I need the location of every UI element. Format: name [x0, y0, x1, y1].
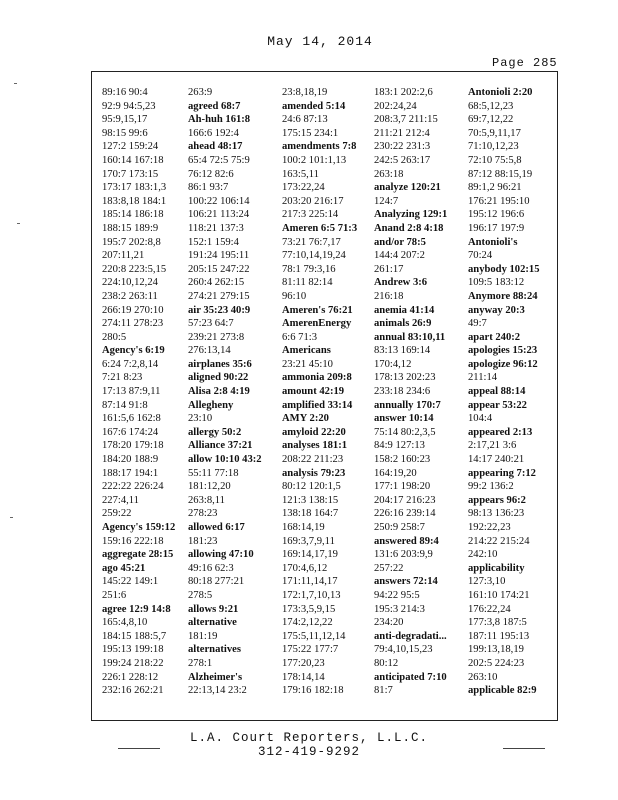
- index-entry-term: analysis 79:23: [282, 467, 346, 479]
- index-entry-refs: 177:1 198:20: [374, 481, 431, 493]
- index-entry-term: Alliance 37:21: [188, 440, 253, 452]
- index-entry-refs: 204:17 216:23: [374, 494, 436, 506]
- index-entry-refs: 106:21 113:24: [188, 209, 250, 221]
- index-entry-term: Alisa 2:8 4:19: [188, 386, 250, 398]
- index-entry-refs: 170:7 173:15: [102, 168, 159, 180]
- index-entry-term: ahead 48:17: [188, 141, 243, 153]
- index-entry-refs: 144:4 207:2: [374, 250, 425, 262]
- index-entry-refs: 226:1 228:12: [102, 671, 159, 683]
- index-entry-refs: 188:17 194:1: [102, 467, 159, 479]
- index-entry-refs: 104:4: [468, 413, 493, 425]
- margin-mark: [10, 517, 13, 518]
- index-entry-refs: 176:22,24: [468, 603, 511, 615]
- index-entry-refs: 23:10: [188, 413, 213, 425]
- index-entry-refs: 266:19 270:10: [102, 304, 164, 316]
- index-entry-term: anticipated 7:10: [374, 671, 447, 683]
- index-entry-refs: 7:21 8:23: [102, 372, 143, 384]
- index-entry-refs: 87:12 88:15,19: [468, 168, 533, 180]
- index-entry-refs: 96:10: [282, 290, 307, 302]
- index-entry-term: AmerenEnergy: [282, 318, 352, 330]
- index-entry-term: allowed 6:17: [188, 522, 245, 533]
- index-entry-refs: 100:22 106:14: [188, 195, 250, 207]
- index-entry-refs: 22:13,14 23:2: [188, 685, 247, 697]
- index-entry-refs: 89:1,2 96:21: [468, 182, 522, 194]
- index-entry-refs: 17:13 87:9,11: [102, 386, 161, 398]
- index-entry-term: Ameren's 76:21: [282, 304, 353, 316]
- index-entry-refs: 95:9,15,17: [102, 114, 148, 126]
- index-entry-refs: 173:22,24: [282, 182, 325, 194]
- index-entry-term: allowing 47:10: [188, 549, 254, 561]
- index-entry-term: amplified 33:14: [282, 399, 353, 411]
- index-entry-refs: 84:9 127:13: [374, 440, 425, 452]
- index-frame: [91, 71, 558, 721]
- index-entry-refs: 238:2 263:11: [102, 290, 158, 302]
- index-entry-refs: 226:16 239:14: [374, 508, 436, 520]
- index-entry-refs: 118:21 137:3: [188, 222, 244, 234]
- index-entry-refs: 195:3 214:3: [374, 603, 425, 615]
- index-entry-term: amended 5:14: [282, 100, 346, 112]
- index-entry-refs: 174:2,12,22: [282, 617, 333, 629]
- index-entry-refs: 181:19: [188, 630, 218, 642]
- index-entry-refs: 87:14 91:8: [102, 399, 148, 411]
- index-entry-refs: 127:2 159:24: [102, 141, 159, 153]
- index-entry-refs: 274:21 279:15: [188, 290, 250, 302]
- index-entry-term: anybody 102:15: [468, 263, 540, 275]
- index-entry-refs: 167:6 174:24: [102, 426, 159, 438]
- index-entry-term: Anymore 88:24: [468, 290, 538, 302]
- index-entry-term: Allegheny: [188, 399, 234, 411]
- index-entry-refs: 24:6 87:13: [282, 114, 328, 126]
- index-entry-refs: 195:13 199:18: [102, 644, 164, 656]
- index-entry-refs: 263:18: [374, 168, 404, 180]
- index-entry-term: allow 10:10 43:2: [188, 454, 262, 466]
- index-entry-refs: 234:20: [374, 617, 404, 629]
- index-entry-term: anti-degradati...: [374, 630, 447, 642]
- index-entry-refs: 145:22 149:1: [102, 576, 159, 588]
- index-entry-refs: 195:12 196:6: [468, 209, 525, 221]
- index-column-1: [102, 86, 175, 698]
- index-column-5: [468, 86, 540, 698]
- index-entry-term: animals 26:9: [374, 318, 432, 330]
- index-entry-refs: 49:16 62:3: [188, 562, 234, 574]
- index-entry-term: Analyzing 129:1: [374, 209, 448, 221]
- index-entry-term: allergy 50:2: [188, 426, 242, 438]
- index-entry-refs: 124:7: [374, 195, 399, 207]
- index-entry-refs: 166:6 192:4: [188, 127, 239, 139]
- index-entry-term: Anand 2:8 4:18: [374, 222, 444, 234]
- index-entry-refs: 170:4,12: [374, 358, 412, 370]
- index-entry-term: apologize 96:12: [468, 358, 538, 370]
- index-entry-refs: 98:15 99:6: [102, 127, 148, 139]
- index-entry-term: alternatives: [188, 644, 241, 656]
- index-entry-refs: 92:9 94:5,23: [102, 100, 156, 112]
- index-entry-term: apologies 15:23: [468, 345, 538, 357]
- index-entry-term: amount 42:19: [282, 386, 345, 398]
- index-entry-refs: 70:24: [468, 250, 493, 262]
- index-entry-term: answers 72:14: [374, 576, 438, 588]
- index-entry-refs: 169:3,7,9,11: [282, 535, 335, 547]
- index-entry-refs: 159:16 222:18: [102, 535, 164, 547]
- index-entry-term: Ah-huh 161:8: [188, 114, 251, 126]
- index-entry-refs: 161:10 174:21: [468, 589, 530, 601]
- index-entry-refs: 176:21 195:10: [468, 195, 530, 207]
- index-entry-term: aggregate 28:15: [102, 549, 174, 561]
- index-entry-refs: 86:1 93:7: [188, 182, 229, 194]
- index-entry-refs: 250:9 258:7: [374, 522, 425, 533]
- index-entry-refs: 172:1,7,10,13: [282, 589, 341, 601]
- index-entry-refs: 207:11,21: [102, 250, 145, 262]
- index-entry-refs: 175:22 177:7: [282, 644, 339, 656]
- index-entry-refs: 259:22: [102, 508, 132, 520]
- index-entry-term: appears 96:2: [468, 494, 526, 506]
- index-entry-refs: 185:14 186:18: [102, 209, 164, 221]
- index-entry-refs: 179:16 182:18: [282, 685, 344, 697]
- index-entry-refs: 49:7: [468, 318, 487, 330]
- index-entry-refs: 75:14 80:2,3,5: [374, 426, 436, 438]
- index-entry-refs: 202:5 224:23: [468, 657, 525, 669]
- index-entry-refs: 158:2 160:23: [374, 454, 431, 466]
- index-column-2: [188, 86, 262, 698]
- index-entry-refs: 278:5: [188, 589, 213, 601]
- index-entry-refs: 57:23 64:7: [188, 318, 234, 330]
- index-entry-refs: 178:14,14: [282, 671, 325, 683]
- index-entry-refs: 178:13 202:23: [374, 372, 436, 384]
- index-entry-refs: 170:4,6,12: [282, 562, 328, 574]
- index-entry-refs: 72:10 75:5,8: [468, 154, 522, 166]
- index-entry-term: Antonioli 2:20: [468, 87, 533, 98]
- index-entry-refs: 2:17,21 3:6: [468, 440, 517, 452]
- index-entry-refs: 230:22 231:3: [374, 141, 431, 153]
- index-entry-term: amyloid 22:20: [282, 426, 346, 438]
- index-entry-refs: 278:23: [188, 508, 218, 520]
- index-entry-term: AMY 2:20: [282, 413, 329, 425]
- index-column-3: [282, 86, 357, 698]
- index-entry-refs: 205:15 247:22: [188, 263, 250, 275]
- index-entry-refs: 242:5 263:17: [374, 154, 431, 166]
- index-entry-refs: 239:21 273:8: [188, 331, 245, 343]
- index-entry-term: anyway 20:3: [468, 304, 525, 316]
- index-entry-term: alternative: [188, 617, 237, 629]
- index-entry-refs: 83:13 169:14: [374, 345, 431, 357]
- index-entry-term: annual 83:10,11: [374, 331, 446, 343]
- index-entry-refs: 191:24 195:11: [188, 250, 250, 262]
- index-entry-refs: 14:17 240:21: [468, 454, 525, 466]
- index-entry-term: answer 10:14: [374, 413, 434, 425]
- index-column-4: [374, 86, 447, 698]
- index-entry-refs: 78:1 79:3,16: [282, 263, 336, 275]
- index-entry-refs: 224:10,12,24: [102, 277, 158, 289]
- transcript-date: May 14, 2014: [267, 34, 373, 49]
- index-entry-refs: 175:15 234:1: [282, 127, 339, 139]
- index-entry-term: Agency's 159:12: [102, 522, 176, 533]
- margin-mark: [14, 83, 17, 84]
- index-entry-refs: 192:22,23: [468, 522, 511, 533]
- index-entry-refs: 99:2 136:2: [468, 481, 514, 493]
- index-entry-refs: 152:1 159:4: [188, 236, 239, 248]
- index-entry-refs: 260:4 262:15: [188, 277, 245, 289]
- index-entry-term: air 35:23 40:9: [188, 304, 251, 316]
- index-entry-refs: 171:11,14,17: [282, 576, 338, 588]
- index-entry-refs: 261:17: [374, 263, 404, 275]
- index-entry-term: agree 12:9 14:8: [102, 603, 171, 615]
- index-entry-refs: 65:4 72:5 75:9: [188, 154, 250, 166]
- margin-mark: [17, 223, 20, 224]
- index-entry-refs: 55:11 77:18: [188, 467, 239, 479]
- index-entry-term: ammonia 209:8: [282, 372, 352, 384]
- index-entry-refs: 214:22 215:24: [468, 535, 530, 547]
- index-entry-refs: 208:3,7 211:15: [374, 114, 438, 126]
- index-entry-term: ago 45:21: [102, 562, 146, 574]
- index-entry-term: Alzheimer's: [188, 671, 243, 683]
- index-entry-refs: 257:22: [374, 562, 404, 574]
- index-entry-term: applicable 82:9: [468, 685, 537, 697]
- index-entry-refs: 203:20 216:17: [282, 195, 344, 207]
- index-entry-refs: 76:12 82:6: [188, 168, 234, 180]
- index-entry-refs: 177:3,8 187:5: [468, 617, 527, 629]
- index-entry-refs: 211:21 212:4: [374, 127, 430, 139]
- index-entry-refs: 23:21 45:10: [282, 358, 333, 370]
- index-entry-term: apart 240:2: [468, 331, 521, 343]
- index-entry-term: applicability: [468, 562, 525, 574]
- index-entry-refs: 6:24 7:2,8,14: [102, 358, 159, 370]
- index-entry-refs: 276:13,14: [188, 345, 231, 357]
- index-entry-refs: 211:14: [468, 372, 498, 384]
- index-entry-term: airplanes 35:6: [188, 358, 252, 370]
- reporter-phone: 312-419-9292: [257, 745, 360, 759]
- index-entry-term: annually 170:7: [374, 399, 441, 411]
- index-entry-refs: 173:17 183:1,3: [102, 182, 167, 194]
- index-entry-refs: 173:3,5,9,15: [282, 603, 336, 615]
- index-entry-term: anemia 41:14: [374, 304, 435, 316]
- index-entry-term: appear 53:22: [468, 399, 527, 411]
- index-entry-refs: 181:23: [188, 535, 218, 547]
- index-entry-refs: 100:2 101:1,13: [282, 154, 347, 166]
- index-entry-refs: 233:18 234:6: [374, 386, 431, 398]
- index-entry-refs: 175:5,11,12,14: [282, 630, 346, 642]
- index-entry-refs: 79:4,10,15,23: [374, 644, 433, 656]
- index-entry-refs: 160:14 167:18: [102, 154, 164, 166]
- index-entry-refs: 202:24,24: [374, 100, 417, 112]
- index-entry-refs: 70:5,9,11,17: [468, 127, 521, 139]
- index-entry-term: answered 89:4: [374, 535, 439, 547]
- index-entry-refs: 73:21 76:7,17: [282, 236, 341, 248]
- index-entry-refs: 220:8 223:5,15: [102, 263, 167, 275]
- index-entry-refs: 80:12: [374, 657, 399, 669]
- index-entry-refs: 109:5 183:12: [468, 277, 525, 289]
- index-entry-term: agreed 68:7: [188, 100, 241, 112]
- index-entry-refs: 165:4,8,10: [102, 617, 148, 629]
- index-entry-refs: 274:11 278:23: [102, 318, 164, 330]
- index-entry-refs: 161:5,6 162:8: [102, 413, 161, 425]
- index-entry-refs: 195:7 202:8,8: [102, 236, 161, 248]
- index-entry-refs: 163:5,11: [282, 168, 319, 180]
- index-entry-term: appearing 7:12: [468, 467, 536, 479]
- index-entry-refs: 263:9: [188, 87, 213, 98]
- index-entry-term: appeared 2:13: [468, 426, 533, 438]
- index-entry-refs: 208:22 211:23: [282, 454, 344, 466]
- index-entry-refs: 232:16 262:21: [102, 685, 164, 697]
- index-entry-refs: 81:11 82:14: [282, 277, 333, 289]
- index-entry-term: and/or 78:5: [374, 236, 426, 248]
- index-entry-refs: 131:6 203:9,9: [374, 549, 433, 561]
- index-entry-term: Ameren 6:5 71:3: [282, 222, 358, 234]
- index-entry-term: Agency's 6:19: [102, 345, 165, 357]
- index-entry-refs: 187:11 195:13: [468, 630, 530, 642]
- index-entry-refs: 196:17 197:9: [468, 222, 525, 234]
- index-entry-refs: 280:5: [102, 331, 127, 343]
- index-entry-refs: 98:13 136:23: [468, 508, 525, 520]
- index-entry-term: amendments 7:8: [282, 141, 357, 153]
- index-entry-term: allows 9:21: [188, 603, 239, 615]
- index-entry-term: Antonioli's: [468, 236, 518, 248]
- index-entry-refs: 263:8,11: [188, 494, 225, 506]
- index-entry-refs: 184:20 188:9: [102, 454, 159, 466]
- index-entry-refs: 68:5,12,23: [468, 100, 514, 112]
- index-entry-refs: 71:10,12,23: [468, 141, 519, 153]
- index-entry-refs: 222:22 226:24: [102, 481, 164, 493]
- index-entry-refs: 6:6 71:3: [282, 331, 318, 343]
- reporter-company: L.A. Court Reporters, L.L.C.: [189, 731, 429, 745]
- index-entry-refs: 188:15 189:9: [102, 222, 159, 234]
- index-entry-refs: 80:12 120:1,5: [282, 481, 341, 493]
- index-entry-refs: 199:24 218:22: [102, 657, 164, 669]
- index-entry-refs: 251:6: [102, 589, 127, 601]
- index-entry-refs: 127:3,10: [468, 576, 506, 588]
- index-entry-term: aligned 90:22: [188, 372, 249, 384]
- index-entry-refs: 178:20 179:18: [102, 440, 164, 452]
- index-entry-refs: 177:20,23: [282, 657, 325, 669]
- index-entry-refs: 169:14,17,19: [282, 549, 338, 561]
- index-entry-refs: 278:1: [188, 657, 213, 669]
- index-entry-refs: 263:10: [468, 671, 498, 683]
- index-entry-refs: 181:12,20: [188, 481, 231, 493]
- index-entry-refs: 94:22 95:5: [374, 589, 420, 601]
- index-entry-refs: 217:3 225:14: [282, 209, 339, 221]
- index-entry-term: appeal 88:14: [468, 386, 526, 398]
- index-entry-refs: 138:18 164:7: [282, 508, 339, 520]
- index-entry-refs: 77:10,14,19,24: [282, 250, 346, 262]
- index-entry-refs: 216:18: [374, 290, 404, 302]
- index-entry-refs: 81:7: [374, 685, 393, 697]
- index-entry-refs: 121:3 138:15: [282, 494, 339, 506]
- index-entry-term: analyses 181:1: [282, 440, 348, 452]
- index-entry-refs: 227:4,11: [102, 494, 139, 506]
- index-entry-term: Americans: [282, 345, 331, 357]
- page-number: Page 285: [492, 56, 558, 70]
- index-entry-refs: 23:8,18,19: [282, 87, 328, 98]
- index-entry-refs: 69:7,12,22: [468, 114, 514, 126]
- index-entry-refs: 89:16 90:4: [102, 87, 148, 98]
- index-entry-refs: 242:10: [468, 549, 498, 561]
- index-entry-refs: 80:18 277:21: [188, 576, 245, 588]
- index-entry-refs: 164:19,20: [374, 467, 417, 479]
- index-entry-refs: 183:1 202:2,6: [374, 87, 433, 98]
- index-entry-refs: 168:14,19: [282, 522, 325, 533]
- index-entry-refs: 183:8,18 184:1: [102, 195, 167, 207]
- index-entry-term: analyze 120:21: [374, 182, 441, 194]
- index-entry-refs: 184:15 188:5,7: [102, 630, 167, 642]
- index-entry-refs: 199:13,18,19: [468, 644, 524, 656]
- index-entry-term: Andrew 3:6: [374, 277, 428, 289]
